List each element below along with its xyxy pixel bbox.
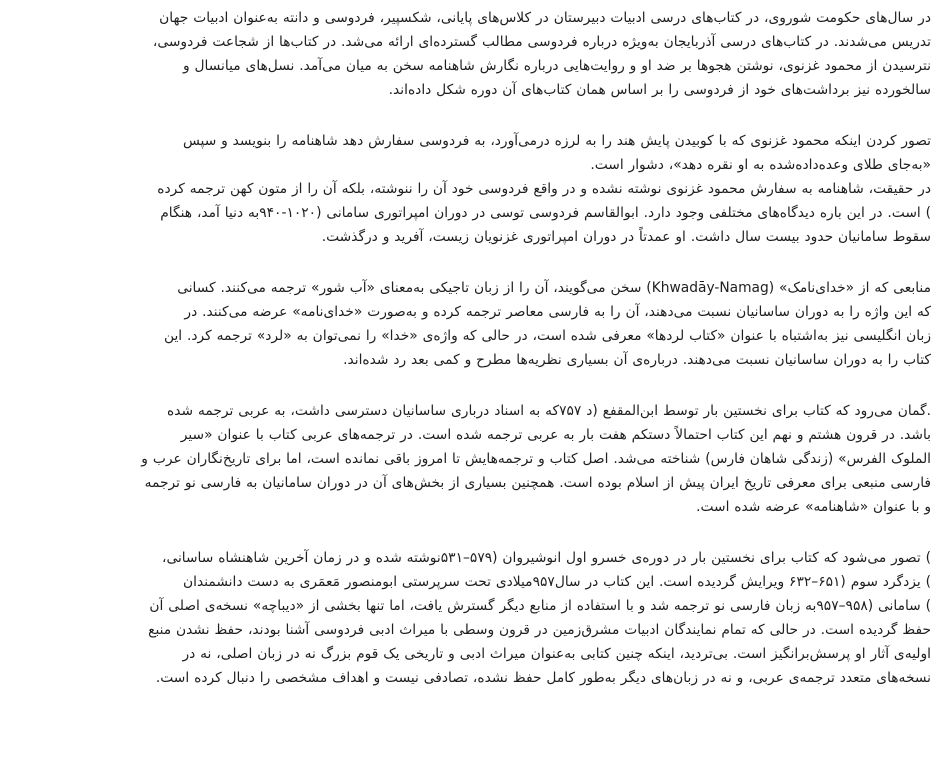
paragraph-ibn-muqaffa — [8, 399, 931, 519]
paragraph-soviet-era — [8, 6, 931, 102]
text-line: که این واژه را به دوران ساسانیان نسبت می‌دهند، آن را به فارسی معاصر ترجمه کرده و به‌صورت «خدای‌نامه» عرضه می‌کنند. در — [184, 304, 931, 320]
text-line: منابعی که از «خدای‌نامک» (Khwadāy-Namag) سخن می‌گویند، آن را از زبان تاجیکی به‌معنای «آب شور» ترجمه می‌کنند. کسانی — [177, 280, 931, 296]
text-line: سقوط سامانیان حدود بیست سال داشت. او عمدتاً در دوران امپراتوری غزنویان زیست، آفرید و درگذشت. — [321, 229, 931, 245]
text-line: در حقیقت، شاهنامه به سفارش محمود غزنوی نوشته نشده و در واقع فردوسی خود آن را ننوشته، بلکه آن را از متون کهن ترجمه کرده — [157, 181, 931, 197]
text-line: کتاب را به دوران ساسانیان نسبت می‌دهند. درباره‌ی آن بسیاری نظریه‌ها مطرح و کمی بعد رد شده‌اند. — [343, 352, 931, 368]
paragraph-khosrow — [8, 546, 931, 690]
text-line: ) است. در این باره دیدگاه‌های مختلفی وجود دارد. ابوالقاسم فردوسی توسی در دوران امپراتوری سامانی (۱۰۲۰-۹۴۰به دنیا آمد، هنگام — [160, 205, 931, 221]
text-line: تصور کردن اینکه محمود غزنوی که با کوبیدن پایش هند را به لرزه درمی‌آورد، به فردوسی سفارش دهد شاهنامه را بنویسد و سپس — [182, 133, 931, 149]
text-line: ) تصور می‌شود که کتاب برای نخستین بار در دوره‌ی خسرو اول انوشیروان (۵۷۹–۵۳۱نوشته شده و در زمان آخرین شاهنشاه ساسانی، — [162, 550, 931, 566]
text-line: زبان انگلیسی نیز به‌اشتباه با عنوان «کتاب لردها» معرفی شده است، در حالی که واژه‌ی «خدا» را نمی‌توان به «لرد» ترجمه کرد. این — [163, 328, 931, 344]
text-line: باشد. در قرون هشتم و نهم این کتاب احتمالاً دستکم هفت بار به عربی ترجمه شده است. در ترجمه‌های عربی کتاب با عنوان «سیر — [180, 427, 931, 443]
text-line: نسخه‌های متعدد ترجمه‌ی عربی، و نه در زبان‌های دیگر به‌طور کامل حفظ نشده، تصادفی نیست و اهداف مشخصی را دنبال کرده است. — [155, 670, 931, 686]
text-line: .گمان می‌رود که کتاب برای نخستین بار توسط ابن‌المقفع (د ۷۵۷که به اسناد درباری ساسانیان دسترسی داشت، به عربی ترجمه شده — [167, 403, 931, 419]
text-line: تدریس می‌شدند. در کتاب‌های درسی آذربایجان به‌ویژه درباره فردوسی مطالب گسترده‌ای ارائه می‌شد. در کتاب‌ها از شجاعت فردوسی، — [152, 34, 931, 50]
text-line: نترسیدن از محمود غزنوی، نوشتن هجوها بر ضد او و روایت‌هایی درباره نگارش شاهنامه سخن به میان می‌آمد. نسل‌های میانسال و — [182, 58, 931, 74]
text-line: سالخورده نیز برداشت‌های خود از فردوسی را بر اساس همان کتاب‌های آن دوره شکل داده‌اند. — [388, 82, 931, 98]
paragraph-mahmud-order — [8, 129, 931, 249]
text-line: الملوک الفرس» (زندگی شاهان فارس) شناخته می‌شد. اصل کتاب و ترجمه‌هایش تا امروز باقی نمانده است، اما برای تاریخ‌نگاران عرب و — [141, 451, 931, 467]
text-line: حفظ گردیده است. در حالی که تمام نمایندگان ادبیات مشرق‌زمین در قرون وسطی با میراث ادبی فردوسی آشنا بودند، حفظ نشدن منبع — [148, 622, 931, 638]
text-line: «به‌جای طلای وعده‌داده‌شده به او نقره دهد»، دشوار است. — [590, 157, 931, 173]
text-line: اولیه‌ی آثار او پرسش‌برانگیز است. بی‌تردید، اینکه چنین کتابی به‌عنوان میراث ادبی و تاریخی یک قوم بزرگ نه در زبان اصلی، نه در — [182, 646, 931, 662]
text-line: فارسی منبعی برای معرفی تاریخ ایران پیش از اسلام بوده است. همچنین بسیاری از بخش‌های آن در دوران سامانیان به فارسی نو ترجمه — [144, 475, 931, 491]
text-line: ) سامانی (۹۵۸–۹۵۷به زبان فارسی نو ترجمه شد و با استفاده از منابع دیگر گسترش یافت، اما تنها بخشی از «دیباچه» نسخه‌ی اصلی آن — [149, 598, 931, 614]
text-line: و با عنوان «شاهنامه» عرضه شده است. — [696, 499, 931, 515]
paragraph-sources — [8, 276, 931, 372]
text-line: در سال‌های حکومت شوروی، در کتاب‌های درسی ادبیات دبیرستان در کلاس‌های پایانی، شکسپیر، فردوسی و دانته به‌عنوان ادبیات جهان — [159, 10, 931, 26]
text-line: ) یزدگرد سوم (۶۵۱–۶۳۲ ویرایش گردیده است. این کتاب در سال۹۵۷میلادی تحت سرپرستی ابومنصور مَعمَری به دست دانشمندان — [183, 574, 931, 590]
